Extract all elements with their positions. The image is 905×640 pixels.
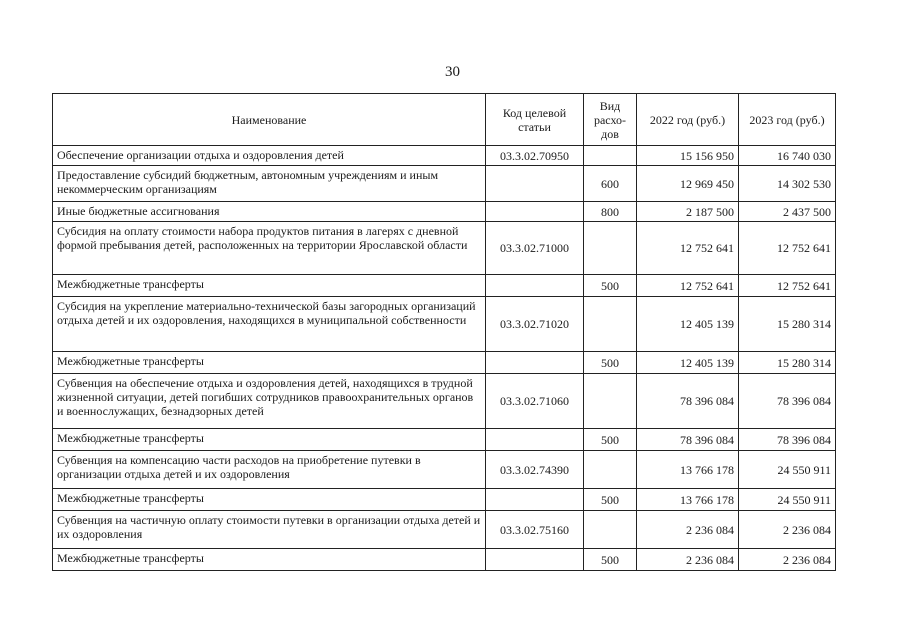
table-row — [53, 297, 836, 352]
row-name: Субсидия на оплату стоимости набора продуктов питания в лагерях с дневной формой пребывания детей, расположенных на территории Ярославской области — [53, 222, 486, 275]
row-code — [486, 549, 584, 571]
row-2022: 78 396 084 — [637, 429, 739, 451]
row-type: 500 — [584, 549, 637, 571]
row-code: 03.3.02.75160 — [486, 511, 584, 549]
table-row — [53, 202, 836, 222]
row-2023: 78 396 084 — [739, 429, 836, 451]
row-2022: 2 236 084 — [637, 511, 739, 549]
row-type — [584, 511, 637, 549]
table-row — [53, 451, 836, 489]
row-code: 03.3.02.71060 — [486, 374, 584, 429]
page-number: 30 — [445, 64, 460, 80]
table-row — [53, 222, 836, 275]
table-row — [53, 429, 836, 451]
row-name: Межбюджетные трансферты — [53, 489, 486, 511]
row-2022: 2 236 084 — [637, 549, 739, 571]
row-code — [486, 352, 584, 374]
row-type — [584, 297, 637, 352]
table-row — [53, 489, 836, 511]
row-2022: 78 396 084 — [637, 374, 739, 429]
header-name: Наименование — [53, 94, 486, 146]
row-2023: 24 550 911 — [739, 451, 836, 489]
row-code: 03.3.02.74390 — [486, 451, 584, 489]
row-name: Субвенция на частичную оплату стоимости путевки в организации отдыха детей и их оздоровления — [53, 511, 486, 549]
row-type: 500 — [584, 352, 637, 374]
row-name: Межбюджетные трансферты — [53, 275, 486, 297]
row-2022: 2 187 500 — [637, 202, 739, 222]
budget-table — [52, 93, 836, 571]
row-code: 03.3.02.71020 — [486, 297, 584, 352]
row-name: Обеспечение организации отдыха и оздоровления детей — [53, 146, 486, 166]
table-row — [53, 146, 836, 166]
row-type — [584, 222, 637, 275]
header-2022: 2022 год (руб.) — [637, 94, 739, 146]
row-type — [584, 451, 637, 489]
table-row — [53, 166, 836, 202]
row-2023: 2 236 084 — [739, 511, 836, 549]
row-2022: 13 766 178 — [637, 489, 739, 511]
row-code: 03.3.02.70950 — [486, 146, 584, 166]
row-2022: 12 405 139 — [637, 297, 739, 352]
row-type: 500 — [584, 275, 637, 297]
row-2023: 12 752 641 — [739, 222, 836, 275]
row-2023: 14 302 530 — [739, 166, 836, 202]
row-2022: 13 766 178 — [637, 451, 739, 489]
row-2023: 12 752 641 — [739, 275, 836, 297]
row-code — [486, 202, 584, 222]
row-name: Межбюджетные трансферты — [53, 429, 486, 451]
table-row — [53, 275, 836, 297]
row-2023: 2 236 084 — [739, 549, 836, 571]
row-2022: 12 752 641 — [637, 275, 739, 297]
row-2022: 12 969 450 — [637, 166, 739, 202]
row-type: 800 — [584, 202, 637, 222]
row-2022: 15 156 950 — [637, 146, 739, 166]
row-code — [486, 429, 584, 451]
row-type: 600 — [584, 166, 637, 202]
row-2023: 78 396 084 — [739, 374, 836, 429]
table-row — [53, 352, 836, 374]
row-name: Субвенция на компенсацию части расходов на приобретение путевки в организации отдыха детей и их оздоровления — [53, 451, 486, 489]
header-code: Код целевой статьи — [486, 94, 584, 146]
header-type: Вид расхо-дов — [584, 94, 637, 146]
row-code — [486, 275, 584, 297]
row-2022: 12 752 641 — [637, 222, 739, 275]
table-row — [53, 511, 836, 549]
row-name: Предоставление субсидий бюджетным, автономным учреждениям и иным некоммерческим организациям — [53, 166, 486, 202]
row-type — [584, 374, 637, 429]
row-name: Субсидия на укрепление материально-технической базы загородных организаций отдыха детей и их оздоровления, находящихся в муниципальной собственности — [53, 297, 486, 352]
table-row — [53, 549, 836, 571]
row-2022: 12 405 139 — [637, 352, 739, 374]
row-2023: 24 550 911 — [739, 489, 836, 511]
row-2023: 15 280 314 — [739, 297, 836, 352]
row-code: 03.3.02.71000 — [486, 222, 584, 275]
row-type: 500 — [584, 489, 637, 511]
row-name: Межбюджетные трансферты — [53, 352, 486, 374]
row-type: 500 — [584, 429, 637, 451]
row-2023: 2 437 500 — [739, 202, 836, 222]
row-type — [584, 146, 637, 166]
row-code — [486, 166, 584, 202]
table-row — [53, 374, 836, 429]
row-name: Субвенция на обеспечение отдыха и оздоровления детей, находящихся в трудной жизненной ситуации, детей погибших сотрудников правоохранительных органов и военнослужащих, безнадзорных детей — [53, 374, 486, 429]
row-2023: 16 740 030 — [739, 146, 836, 166]
row-name: Иные бюджетные ассигнования — [53, 202, 486, 222]
row-name: Межбюджетные трансферты — [53, 549, 486, 571]
header-row — [53, 94, 836, 146]
header-2023: 2023 год (руб.) — [739, 94, 836, 146]
row-2023: 15 280 314 — [739, 352, 836, 374]
row-code — [486, 489, 584, 511]
